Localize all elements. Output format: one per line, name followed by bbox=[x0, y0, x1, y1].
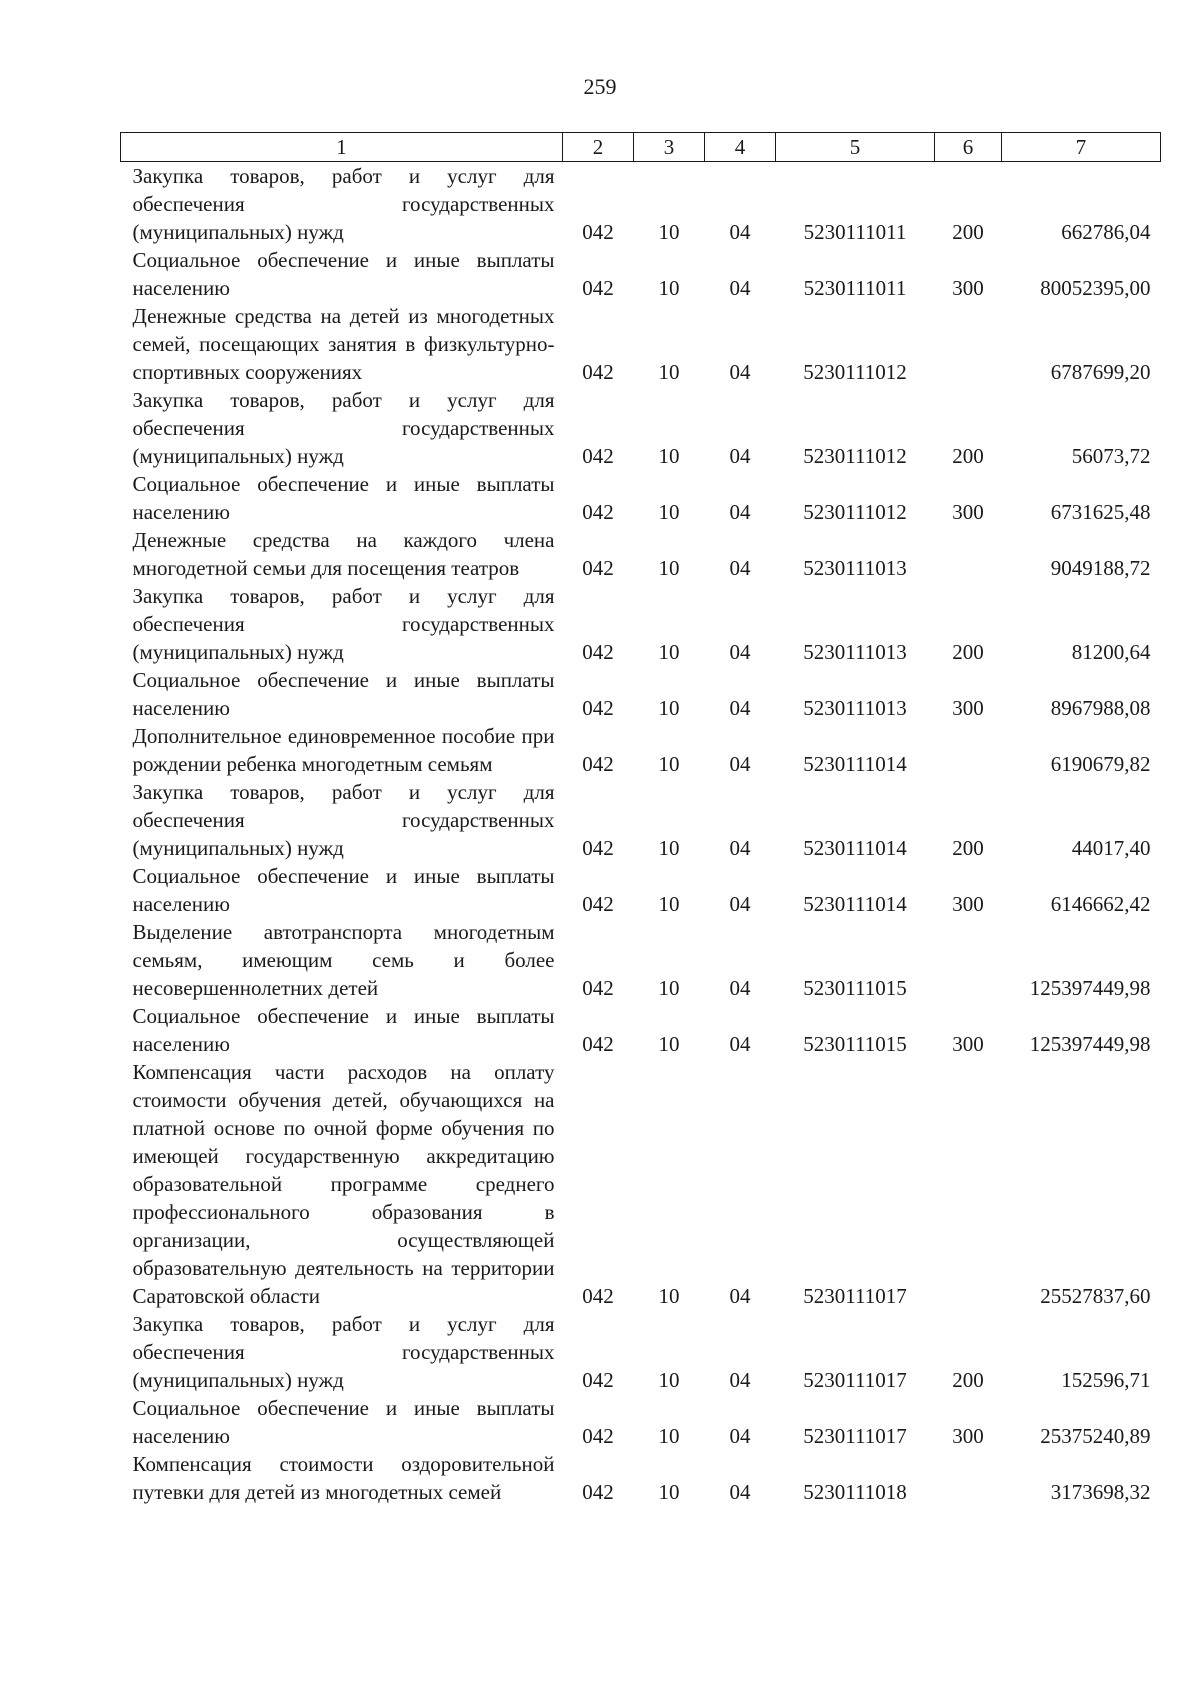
code-cell-6: 300 bbox=[952, 1032, 984, 1056]
budget-table bbox=[120, 132, 1161, 1506]
table-row bbox=[121, 1394, 1161, 1450]
code-cell-2: 042 bbox=[582, 360, 614, 384]
description-cell: Социальное обеспечение и иные выплаты населению bbox=[132, 472, 555, 524]
header-cell-2: 2 bbox=[563, 133, 634, 162]
code-cell-3: 10 bbox=[658, 892, 680, 916]
code-cell-4: 04 bbox=[729, 892, 751, 916]
description-cell: Денежные средства на детей из многодетных семей, посещающих занятия в физкультурно-спортивных сооружениях bbox=[132, 304, 555, 384]
code-cell-2: 042 bbox=[582, 696, 614, 720]
code-cell-2: 042 bbox=[582, 1032, 614, 1056]
code-cell-6 bbox=[935, 302, 1002, 386]
code-cell-4: 04 bbox=[729, 1032, 751, 1056]
amount-cell: 6731625,48 bbox=[1050, 500, 1151, 524]
code-cell-4: 04 bbox=[729, 1480, 751, 1504]
header-cell-3: 3 bbox=[634, 133, 705, 162]
code-cell-4: 04 bbox=[729, 220, 751, 244]
code-cell-2: 042 bbox=[582, 976, 614, 1000]
code-cell-5: 5230111013 bbox=[803, 556, 907, 580]
code-cell-5: 5230111017 bbox=[803, 1424, 907, 1448]
amount-cell: 6190679,82 bbox=[1050, 752, 1151, 776]
description-cell: Закупка товаров, работ и услуг для обеспечения государственных (муниципальных) нужд bbox=[132, 584, 555, 664]
table-row bbox=[121, 778, 1161, 862]
code-cell-5: 5230111018 bbox=[803, 1480, 907, 1504]
code-cell-6: 200 bbox=[952, 220, 984, 244]
description-cell: Закупка товаров, работ и услуг для обеспечения государственных (муниципальных) нужд bbox=[132, 388, 555, 468]
code-cell-4: 04 bbox=[729, 1424, 751, 1448]
description-cell: Закупка товаров, работ и услуг для обеспечения государственных (муниципальных) нужд bbox=[132, 164, 555, 244]
header-cell-1: 1 bbox=[121, 133, 563, 162]
code-cell-5: 5230111012 bbox=[803, 500, 907, 524]
code-cell-4: 04 bbox=[729, 360, 751, 384]
amount-cell: 6146662,42 bbox=[1050, 892, 1151, 916]
code-cell-4: 04 bbox=[729, 836, 751, 860]
code-cell-3: 10 bbox=[658, 640, 680, 664]
amount-cell: 662786,04 bbox=[1061, 220, 1151, 244]
amount-cell: 44017,40 bbox=[1071, 836, 1151, 860]
code-cell-2: 042 bbox=[582, 220, 614, 244]
code-cell-6 bbox=[935, 918, 1002, 1002]
table-row bbox=[121, 1310, 1161, 1394]
code-cell-6: 300 bbox=[952, 892, 984, 916]
description-cell: Компенсация стоимости оздоровительной путевки для детей из многодетных семей bbox=[132, 1452, 555, 1504]
amount-cell: 9049188,72 bbox=[1050, 556, 1151, 580]
code-cell-4: 04 bbox=[729, 444, 751, 468]
code-cell-2: 042 bbox=[582, 1424, 614, 1448]
table-row bbox=[121, 386, 1161, 470]
code-cell-5: 5230111011 bbox=[803, 276, 907, 300]
table-row bbox=[121, 470, 1161, 526]
table-body bbox=[121, 162, 1161, 1507]
description-cell: Компенсация части расходов на оплату стоимости обучения детей, обучающихся на платной основе по очной форме обучения по имеющей государственную аккредитацию образовательной программе среднего профессионального образования в организации, осуществляющей образовательную деятельность на территории Саратовской области bbox=[132, 1060, 555, 1308]
code-cell-6: 200 bbox=[952, 836, 984, 860]
amount-cell: 3173698,32 bbox=[1050, 1480, 1151, 1504]
code-cell-5: 5230111017 bbox=[803, 1368, 907, 1392]
code-cell-4: 04 bbox=[729, 696, 751, 720]
description-cell: Дополнительное единовременное пособие при рождении ребенка многодетным семьям bbox=[132, 724, 555, 776]
code-cell-2: 042 bbox=[582, 500, 614, 524]
code-cell-6 bbox=[935, 722, 1002, 778]
code-cell-5: 5230111012 bbox=[803, 444, 907, 468]
code-cell-6: 200 bbox=[952, 640, 984, 664]
table-row bbox=[121, 526, 1161, 582]
header-cell-7: 7 bbox=[1002, 133, 1161, 162]
table-row bbox=[121, 246, 1161, 302]
description-cell: Выделение автотранспорта многодетным семьям, имеющим семь и более несовершеннолетних детей bbox=[132, 920, 555, 1000]
code-cell-3: 10 bbox=[658, 444, 680, 468]
table-row bbox=[121, 1002, 1161, 1058]
code-cell-5: 5230111017 bbox=[803, 1284, 907, 1308]
code-cell-2: 042 bbox=[582, 1284, 614, 1308]
description-cell: Социальное обеспечение и иные выплаты населению bbox=[132, 864, 555, 916]
code-cell-5: 5230111015 bbox=[803, 1032, 907, 1056]
code-cell-2: 042 bbox=[582, 556, 614, 580]
header-cell-6: 6 bbox=[935, 133, 1002, 162]
amount-cell: 125397449,98 bbox=[1029, 976, 1151, 1000]
code-cell-6 bbox=[935, 1058, 1002, 1310]
code-cell-5: 5230111014 bbox=[803, 892, 907, 916]
code-cell-3: 10 bbox=[658, 696, 680, 720]
code-cell-6: 300 bbox=[952, 500, 984, 524]
amount-cell: 80052395,00 bbox=[1040, 276, 1151, 300]
code-cell-4: 04 bbox=[729, 556, 751, 580]
table-row bbox=[121, 918, 1161, 1002]
amount-cell: 25527837,60 bbox=[1040, 1284, 1151, 1308]
code-cell-4: 04 bbox=[729, 500, 751, 524]
table-row bbox=[121, 666, 1161, 722]
code-cell-4: 04 bbox=[729, 1368, 751, 1392]
table-row bbox=[121, 302, 1161, 386]
description-cell: Социальное обеспечение и иные выплаты населению bbox=[132, 1004, 555, 1056]
description-cell: Социальное обеспечение и иные выплаты населению bbox=[132, 1396, 555, 1448]
code-cell-6: 300 bbox=[952, 696, 984, 720]
code-cell-2: 042 bbox=[582, 640, 614, 664]
code-cell-3: 10 bbox=[658, 752, 680, 776]
description-cell: Закупка товаров, работ и услуг для обеспечения государственных (муниципальных) нужд bbox=[132, 1312, 555, 1392]
code-cell-2: 042 bbox=[582, 836, 614, 860]
code-cell-3: 10 bbox=[658, 1032, 680, 1056]
description-cell: Социальное обеспечение и иные выплаты населению bbox=[132, 668, 555, 720]
code-cell-6: 300 bbox=[952, 276, 984, 300]
amount-cell: 6787699,20 bbox=[1050, 360, 1151, 384]
code-cell-4: 04 bbox=[729, 752, 751, 776]
code-cell-3: 10 bbox=[658, 1368, 680, 1392]
code-cell-5: 5230111014 bbox=[803, 836, 907, 860]
code-cell-3: 10 bbox=[658, 276, 680, 300]
description-cell: Денежные средства на каждого члена многодетной семьи для посещения театров bbox=[132, 528, 555, 580]
code-cell-4: 04 bbox=[729, 1284, 751, 1308]
code-cell-5: 5230111012 bbox=[803, 360, 907, 384]
code-cell-5: 5230111013 bbox=[803, 696, 907, 720]
header-row bbox=[121, 133, 1161, 162]
table-row bbox=[121, 162, 1161, 247]
amount-cell: 56073,72 bbox=[1071, 444, 1151, 468]
amount-cell: 8967988,08 bbox=[1050, 696, 1151, 720]
code-cell-3: 10 bbox=[658, 976, 680, 1000]
table-row bbox=[121, 722, 1161, 778]
code-cell-4: 04 bbox=[729, 640, 751, 664]
code-cell-3: 10 bbox=[658, 220, 680, 244]
amount-cell: 81200,64 bbox=[1071, 640, 1151, 664]
code-cell-5: 5230111015 bbox=[803, 976, 907, 1000]
amount-cell: 152596,71 bbox=[1061, 1368, 1151, 1392]
header-cell-5: 5 bbox=[776, 133, 935, 162]
code-cell-2: 042 bbox=[582, 1368, 614, 1392]
table-row bbox=[121, 1058, 1161, 1310]
code-cell-3: 10 bbox=[658, 556, 680, 580]
amount-cell: 125397449,98 bbox=[1029, 1032, 1151, 1056]
code-cell-2: 042 bbox=[582, 892, 614, 916]
code-cell-2: 042 bbox=[582, 444, 614, 468]
table-row bbox=[121, 1450, 1161, 1506]
code-cell-3: 10 bbox=[658, 1424, 680, 1448]
code-cell-2: 042 bbox=[582, 752, 614, 776]
code-cell-3: 10 bbox=[658, 1480, 680, 1504]
code-cell-3: 10 bbox=[658, 1284, 680, 1308]
code-cell-6: 200 bbox=[952, 444, 984, 468]
code-cell-3: 10 bbox=[658, 360, 680, 384]
code-cell-3: 10 bbox=[658, 500, 680, 524]
description-cell: Закупка товаров, работ и услуг для обеспечения государственных (муниципальных) нужд bbox=[132, 780, 555, 860]
description-cell: Социальное обеспечение и иные выплаты населению bbox=[132, 248, 555, 300]
code-cell-3: 10 bbox=[658, 836, 680, 860]
code-cell-6: 300 bbox=[952, 1424, 984, 1448]
code-cell-5: 5230111014 bbox=[803, 752, 907, 776]
amount-cell: 25375240,89 bbox=[1040, 1424, 1151, 1448]
code-cell-2: 042 bbox=[582, 1480, 614, 1504]
table-row bbox=[121, 582, 1161, 666]
table-row bbox=[121, 862, 1161, 918]
page-number: 259 bbox=[583, 74, 617, 99]
code-cell-4: 04 bbox=[729, 976, 751, 1000]
code-cell-5: 5230111011 bbox=[803, 220, 907, 244]
code-cell-6 bbox=[935, 1450, 1002, 1506]
code-cell-6: 200 bbox=[952, 1368, 984, 1392]
code-cell-5: 5230111013 bbox=[803, 640, 907, 664]
header-cell-4: 4 bbox=[705, 133, 776, 162]
code-cell-4: 04 bbox=[729, 276, 751, 300]
code-cell-2: 042 bbox=[582, 276, 614, 300]
code-cell-6 bbox=[935, 526, 1002, 582]
